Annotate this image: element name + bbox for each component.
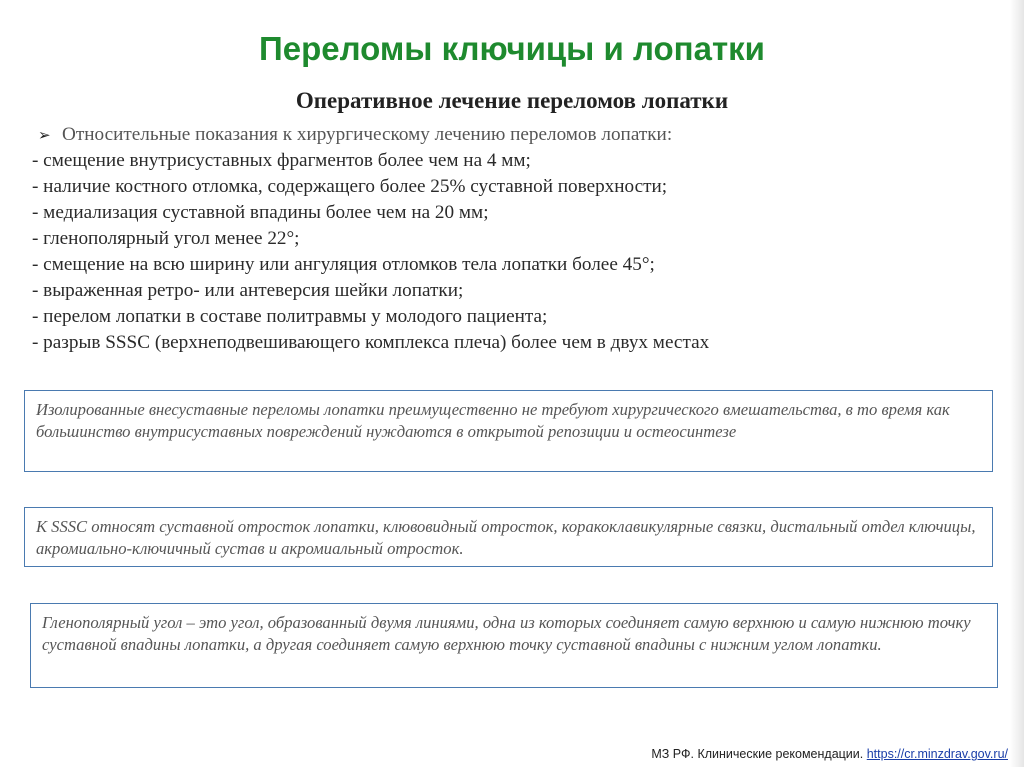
slide-subtitle: Оперативное лечение переломов лопатки (295, 88, 729, 113)
list-item: - разрыв SSSC (верхнеподвешивающего комплекса плеча) более чем в двух местах (32, 332, 710, 353)
footer-source-link[interactable]: https://cr.minzdrav.gov.ru/ (866, 747, 1008, 761)
list-item: - наличие костного отломка, содержащего более 25% суставной поверхности; (32, 176, 668, 197)
list-item: - медиализация суставной впадины более чем на 20 мм; (32, 202, 489, 223)
note-glenopolar-angle: Гленополярный угол – это угол, образованный двумя линиями, одна из которых соединяет самую верхнюю и самую нижнюю точку суставной впадины лопатки, а другая соединяет самую верхнюю точку суставной впадины с нижним углом лопатки. (30, 603, 998, 688)
footer-source-text: МЗ РФ. Клинические рекомендации. (651, 747, 864, 761)
indications-heading: Относительные показания к хирургическому лечению переломов лопатки: (62, 124, 673, 145)
footer-source (651, 747, 1008, 761)
indications-list (32, 122, 992, 356)
list-item: - выраженная ретро- или антеверсия шейки лопатки; (32, 280, 464, 301)
list-item: - смещение внутрисуставных фрагментов более чем на 4 мм; (32, 150, 531, 171)
list-item: - перелом лопатки в составе политравмы у молодого пациента; (32, 306, 548, 327)
arrow-bullet-icon: ➢ (38, 126, 51, 144)
indications-heading-line (32, 122, 992, 148)
note-isolated-fractures: Изолированные внесуставные переломы лопатки преимущественно не требуют хирургического вмешательства, в то время как большинство внутрисуставных повреждений нуждаются в открытой репозиции и остеосинтезе (24, 390, 993, 472)
note-sssc-components: К SSSC относят суставной отросток лопатки, клювовидный отросток, коракоклавикулярные связки, дистальный отдел ключицы, акромиально-ключичный сустав и акромиальный отросток. (24, 507, 993, 567)
slide-title: Переломы ключицы и лопатки (259, 30, 765, 67)
list-item: - гленополярный угол менее 22°; (32, 228, 300, 249)
list-item: - смещение на всю ширину или ангуляция отломков тела лопатки более 45°; (32, 254, 655, 275)
slide-edge-shadow (1010, 0, 1024, 767)
